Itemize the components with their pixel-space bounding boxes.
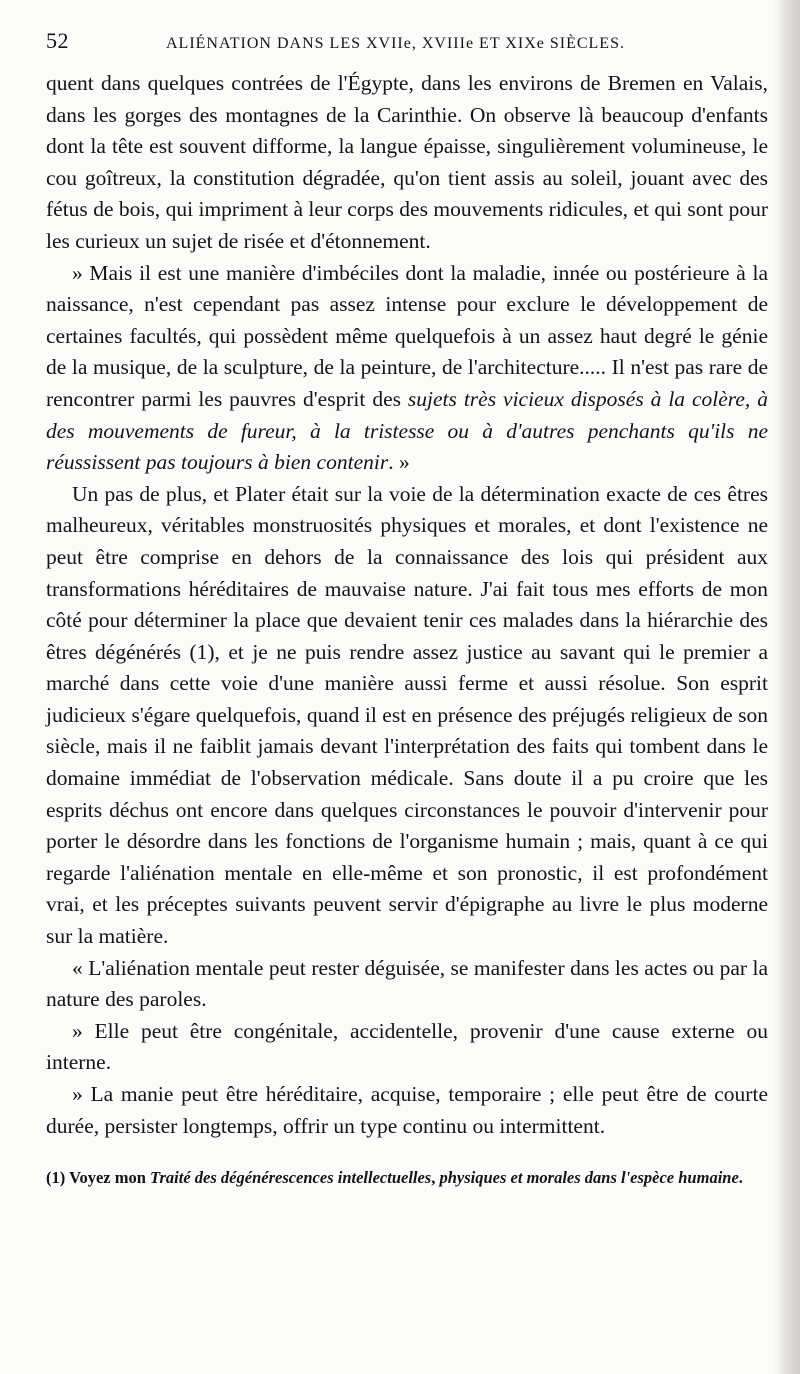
footnote-text-end: . <box>738 1168 743 1188</box>
running-title: ALIÉNATION DANS LES XVIIe, XVIIIe ET XIXe SIÈCLES. <box>166 35 625 52</box>
paragraph-4: « L'aliénation mentale peut rester déguisée, se manifester dans les actes ou par la nature des paroles. <box>46 955 768 1012</box>
footnote-1 <box>46 1166 768 1190</box>
paragraph-2-end: . » <box>388 450 410 475</box>
footnote-rest-italic: physiques et morales dans l'espèce humaine <box>439 1168 739 1188</box>
page-number: 52 <box>46 28 69 53</box>
paragraph-2 <box>46 258 768 479</box>
book-page <box>46 28 768 1190</box>
paragraph-1: quent dans quelques contrées de l'Égypte, dans les environs de Bremen en Valais, dans les gorges des montagnes de la Carinthie. On observe là beaucoup d'enfants dont la tête est souvent difforme, la langue épaisse, singulièrement volumineuse, le cou goîtreux, la constitution dégradée, qu'on tient assis au soleil, jouant avec des fétus de bois, qui impriment à leur corps des mouvements ridicules, et qui sont pour les curieux un sujet de risée et d'étonnement. <box>46 71 768 253</box>
paragraph-2-text: » Mais il est une manière d'imbéciles dont la maladie, innée ou postérieure à la naissance, n'est cependant pas assez intense pour exclure le développement de certaines facultés, qui possèdent même quelquefois à un assez haut degré le génie de la musique, de la sculpture, de la peinture, de l'architecture..... Il n'est pas rare de rencontrer parmi les pauvres d'esprit des <box>46 260 768 411</box>
paragraph-3: Un pas de plus, et Plater était sur la voie de la détermination exacte de ces êtres malheureux, véritables monstruosités physiques et morales, et dont l'existence ne peut être comprise en dehors de la connaissance des lois qui président aux transformations héréditaires de mauvaise nature. J'ai fait tous mes efforts de mon côté pour déterminer la place que devaient tenir ces malades dans la hiérarchie des êtres dégénérés (1), et je ne puis rendre assez justice au savant qui le premier a marché dans cette voie d'une manière aussi ferme et aussi résolue. Son esprit judicieux s'égare quelquefois, quand il est en présence des préjugés religieux de son siècle, mais il ne faiblit jamais devant l'interprétation des faits qui tombent dans le domaine immédiat de l'observation médicale. Sans doute il a pu croire que les esprits déchus ont encore dans quelques circonstances le pouvoir d'intervenir pour porter le désordre dans les fonctions de l'organisme humain ; mais, quant à ce qui regarde l'aliénation mentale en elle-même et son pronostic, il est profondément vrai, et les préceptes suivants peuvent servir d'épigraphe au livre le plus moderne sur la matière. <box>46 481 768 949</box>
footnote-title-italic: Traité des dégénérescences intellectuelles <box>150 1168 432 1188</box>
footnote <box>46 1166 768 1190</box>
footnote-text-before: Voyez mon <box>65 1168 151 1188</box>
page-spine-shadow <box>774 0 800 1374</box>
body-text <box>46 68 768 1142</box>
footnote-marker: (1) <box>46 1168 66 1188</box>
paragraph-6: » La manie peut être héréditaire, acquise, temporaire ; elle peut être de courte durée, persister longtemps, offrir un type continu ou intermittent. <box>46 1082 768 1138</box>
running-header <box>46 28 768 68</box>
footnote-text-middle: , <box>431 1168 440 1188</box>
paragraph-2-quote-italic: sujets très vicieux disposés à la colère, à des mouvements de fureur, à la tristesse ou à d'autres penchants qu'ils ne réussissent pas toujours à bien contenir <box>46 386 768 475</box>
paragraph-5: » Elle peut être congénitale, accidentelle, provenir d'une cause externe ou interne. <box>46 1018 768 1075</box>
